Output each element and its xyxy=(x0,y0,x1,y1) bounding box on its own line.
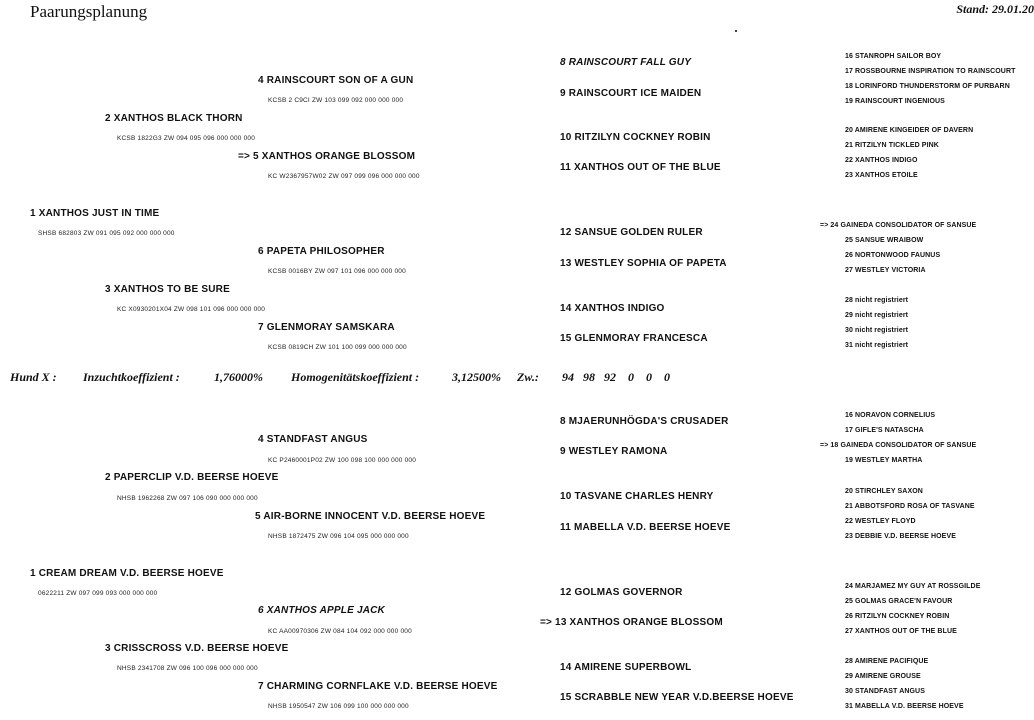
pedigree-entry: => 13 XANTHOS ORANGE BLOSSOM xyxy=(540,617,723,628)
registration-line: KCSB 2 C9CI ZW 103 099 092 000 000 000 xyxy=(268,97,404,104)
pedigree-entry: 4 STANDFAST ANGUS xyxy=(258,434,368,445)
ancestor-entry: 28 AMIRENE PACIFIQUE xyxy=(845,658,929,665)
hund-label: Hund X : xyxy=(10,370,57,384)
ancestor-entry: 16 STANROPH SAILOR BOY xyxy=(845,53,942,60)
registration-line: KC W2367957W02 ZW 097 099 096 000 000 000 xyxy=(268,173,420,180)
ancestor-entry: 27 WESTLEY VICTORIA xyxy=(845,267,926,274)
inzucht-value: 1,76000% xyxy=(214,370,263,384)
ancestor-entry: 19 WESTLEY MARTHA xyxy=(845,457,923,464)
pedigree-entry: 13 WESTLEY SOPHIA OF PAPETA xyxy=(560,258,727,269)
pedigree-entry: 11 XANTHOS OUT OF THE BLUE xyxy=(560,162,721,173)
ancestor-entry: => 18 GAINEDA CONSOLIDATOR OF SANSUE xyxy=(820,442,977,449)
pedigree-entry: 7 GLENMORAY SAMSKARA xyxy=(258,322,395,333)
pedigree-entry: 11 MABELLA V.D. BEERSE HOEVE xyxy=(560,522,731,533)
speck-mark xyxy=(735,30,737,32)
pedigree-entry: 8 MJAERUNHÖGDA'S CRUSADER xyxy=(560,416,729,427)
pedigree-entry: 1 XANTHOS JUST IN TIME xyxy=(30,208,160,219)
pedigree-entry: 3 XANTHOS TO BE SURE xyxy=(105,284,230,295)
pedigree-entry: 12 GOLMAS GOVERNOR xyxy=(560,587,683,598)
pedigree-entry: 14 AMIRENE SUPERBOWL xyxy=(560,662,692,673)
ancestor-entry: 27 XANTHOS OUT OF THE BLUE xyxy=(845,628,957,635)
pedigree-entry: 2 XANTHOS BLACK THORN xyxy=(105,113,243,124)
ancestor-entry: 21 RITZILYN TICKLED PINK xyxy=(845,142,939,149)
ancestor-entry: 30 nicht registriert xyxy=(845,327,909,334)
ancestor-entry: 28 nicht registriert xyxy=(845,297,909,304)
registration-line: KC P2460001P02 ZW 100 098 100 000 000 000 xyxy=(268,457,417,464)
pedigree-entry: 6 XANTHOS APPLE JACK xyxy=(258,605,385,616)
ancestor-entry: 25 GOLMAS GRACE'N FAVOUR xyxy=(845,598,953,605)
pedigree-entry: 2 PAPERCLIP V.D. BEERSE HOEVE xyxy=(105,472,279,483)
ancestor-entry: 16 NORAVON CORNELIUS xyxy=(845,412,936,419)
pedigree-entry: 3 CRISSCROSS V.D. BEERSE HOEVE xyxy=(105,643,289,654)
zw-values: 94 98 92 0 0 0 xyxy=(562,370,670,384)
ancestor-entry: 20 AMIRENE KINGEIDER OF DAVERN xyxy=(845,127,974,134)
ancestor-entry: 29 AMIRENE GROUSE xyxy=(845,673,921,680)
pedigree-entry: 14 XANTHOS INDIGO xyxy=(560,303,665,314)
registration-line: KC X0930201X04 ZW 098 101 096 000 000 000 xyxy=(117,306,266,313)
registration-line: KCSB 1822G3 ZW 094 095 096 000 000 000 xyxy=(117,135,256,142)
ancestor-entry: 18 LORINFORD THUNDERSTORM OF PURBARN xyxy=(845,83,1010,90)
registration-line: KCSB 0016BY ZW 097 101 096 000 000 000 xyxy=(268,268,406,275)
pedigree-entry: 8 RAINSCOURT FALL GUY xyxy=(560,57,692,68)
pedigree-entry: 5 AIR-BORNE INNOCENT V.D. BEERSE HOEVE xyxy=(255,511,486,522)
zw-label: Zw.: xyxy=(517,370,539,384)
pedigree-entry: => 5 XANTHOS ORANGE BLOSSOM xyxy=(238,151,416,162)
registration-line: NHSB 1950547 ZW 106 099 100 000 000 000 xyxy=(268,703,409,710)
ancestor-entry: 20 STIRCHLEY SAXON xyxy=(845,488,923,495)
registration-line: NHSB 1872475 ZW 096 104 095 000 000 000 xyxy=(268,533,409,540)
ancestor-entry: 17 GIFLE'S NATASCHA xyxy=(845,427,924,434)
pedigree-entry: 7 CHARMING CORNFLAKE V.D. BEERSE HOEVE xyxy=(258,681,498,692)
ancestor-entry: 25 SANSUE WRAIBOW xyxy=(845,237,924,244)
stand-date: Stand: 29.01.20 xyxy=(956,2,1034,16)
registration-line: 0622211 ZW 097 099 093 000 000 000 xyxy=(38,590,158,597)
ancestor-entry: 23 DEBBIE V.D. BEERSE HOEVE xyxy=(845,533,956,540)
homogenitaet-label: Homogenitätskoeffizient : xyxy=(291,370,420,384)
registration-line: NHSB 1962268 ZW 097 106 090 000 000 000 xyxy=(117,495,258,502)
pedigree-entry: 6 PAPETA PHILOSOPHER xyxy=(258,246,385,257)
pedigree-entry: 10 RITZILYN COCKNEY ROBIN xyxy=(560,132,711,143)
ancestor-entry: 17 ROSSBOURNE INSPIRATION TO RAINSCOURT xyxy=(845,68,1016,75)
stats-line xyxy=(10,370,670,385)
ancestor-entry: 24 MARJAMEZ MY GUY AT ROSSGILDE xyxy=(845,583,981,590)
ancestor-entry: 22 WESTLEY FLOYD xyxy=(845,518,916,525)
page-title: Paarungsplanung xyxy=(30,2,148,21)
pedigree-entry: 15 SCRABBLE NEW YEAR V.D.BEERSE HOEVE xyxy=(560,692,794,703)
ancestor-entry: 31 nicht registriert xyxy=(845,342,909,349)
ancestor-entry: 30 STANDFAST ANGUS xyxy=(845,688,925,695)
pedigree-entry: 15 GLENMORAY FRANCESCA xyxy=(560,333,708,344)
ancestor-entry: 19 RAINSCOURT INGENIOUS xyxy=(845,98,945,105)
ancestor-entry: 29 nicht registriert xyxy=(845,312,909,319)
ancestor-entry: => 24 GAINEDA CONSOLIDATOR OF SANSUE xyxy=(820,222,977,229)
registration-line: NHSB 2341708 ZW 096 100 096 000 000 000 xyxy=(117,665,258,672)
ancestor-entry: 26 RITZILYN COCKNEY ROBIN xyxy=(845,613,950,620)
homogenitaet-value: 3,12500% xyxy=(452,370,501,384)
ancestor-entry: 22 XANTHOS INDIGO xyxy=(845,157,918,164)
pedigree-entry: 12 SANSUE GOLDEN RULER xyxy=(560,227,703,238)
pedigree-entry: 4 RAINSCOURT SON OF A GUN xyxy=(258,75,414,86)
registration-line: KCSB 0819CH ZW 101 100 099 000 000 000 xyxy=(268,344,407,351)
ancestor-entry: 31 MABELLA V.D. BEERSE HOEVE xyxy=(845,703,964,710)
pedigree-entry: 9 WESTLEY RAMONA xyxy=(560,446,668,457)
pedigree-entry: 9 RAINSCOURT ICE MAIDEN xyxy=(560,88,702,99)
pedigree-entry: 10 TASVANE CHARLES HENRY xyxy=(560,491,714,502)
inzucht-label: Inzuchtkoeffizient : xyxy=(83,370,180,384)
registration-line: KC AA00970306 ZW 084 104 092 000 000 000 xyxy=(268,628,412,635)
ancestor-entry: 21 ABBOTSFORD ROSA OF TASVANE xyxy=(845,503,975,510)
pedigree-entry: 1 CREAM DREAM V.D. BEERSE HOEVE xyxy=(30,568,224,579)
registration-line: SHSB 682803 ZW 091 095 092 000 000 000 xyxy=(38,230,175,237)
ancestor-entry: 23 XANTHOS ETOILE xyxy=(845,172,918,179)
ancestor-entry: 26 NORTONWOOD FAUNUS xyxy=(845,252,941,259)
